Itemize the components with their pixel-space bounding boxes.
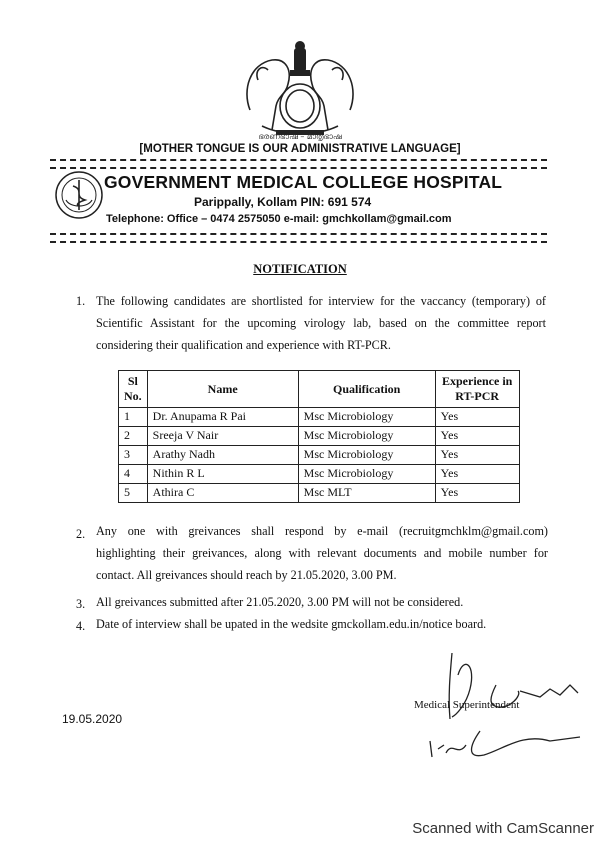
table-cell: 5	[119, 484, 148, 503]
table-cell: Msc Microbiology	[298, 446, 435, 465]
table-cell: Dr. Anupama R Pai	[147, 408, 298, 427]
table-cell: Yes	[435, 408, 519, 427]
administrative-language-malayalam: ഭരണഭാഷ – മാതൃഭാഷ	[258, 132, 342, 141]
scanner-watermark: Scanned with CamScanner	[412, 820, 594, 837]
column-header: Qualification	[298, 371, 435, 408]
column-header: Name	[147, 371, 298, 408]
column-header: Sl No.	[119, 371, 148, 408]
item-number: 1.	[76, 294, 86, 308]
kerala-emblem-icon	[232, 40, 368, 140]
administrative-language-english: [MOTHER TONGUE IS OUR ADMINISTRATIVE LANGUAGE]	[139, 143, 461, 155]
table-row	[119, 446, 520, 465]
table-cell: Arathy Nadh	[147, 446, 298, 465]
table-cell: Msc MLT	[298, 484, 435, 503]
table-row	[119, 408, 520, 427]
table-cell: Yes	[435, 446, 519, 465]
table-cell: Msc Microbiology	[298, 465, 435, 484]
table-cell: Athira C	[147, 484, 298, 503]
item-number: 2.	[76, 527, 86, 541]
table-cell: 3	[119, 446, 148, 465]
notification-item-text: All greivances submitted after 21.05.2020, 3.00 PM will not be considered.	[96, 595, 464, 609]
table-cell: Yes	[435, 484, 519, 503]
signatory-title: Medical Superintendent	[414, 699, 520, 711]
table-cell: Sreeja V Nair	[147, 427, 298, 446]
item-number: 3.	[76, 597, 86, 611]
issue-date: 19.05.2020	[62, 712, 123, 726]
table-cell: Msc Microbiology	[298, 408, 435, 427]
institution-name: GOVERNMENT MEDICAL COLLEGE HOSPITAL	[104, 172, 503, 192]
institution-contact: Telephone: Office – 0474 2575050 e-mail: gmchkollam@gmail.com	[106, 213, 452, 225]
table-cell: Yes	[435, 427, 519, 446]
notification-item-text: Any one with greivances shall respond by e-mail (recruitgmchklm@gmail.com) highlighting their greivances, along with relevant documents and mobile number for contact. All greivances should reach by 21.05.2020, 3.00 PM.	[96, 524, 548, 582]
table-cell: 1	[119, 408, 148, 427]
table-cell: Nithin R L	[147, 465, 298, 484]
college-logo-icon	[54, 170, 104, 220]
table-cell: 2	[119, 427, 148, 446]
column-header: Experience in RT-PCR	[435, 371, 519, 408]
table-row	[119, 465, 520, 484]
notification-item-text: Date of interview shall be upated in the wedsite gmckollam.edu.in/notice board.	[96, 617, 487, 631]
table-row	[119, 484, 520, 503]
notification-item-text: The following candidates are shortlisted for interview for the vaccancy (temporary) of Scientific Assistant for the upcoming virology lab, based on the committee report considering their qualification and experience with RT-PCR.	[96, 294, 546, 352]
header-top-divider	[50, 159, 547, 169]
item-number: 4.	[76, 619, 86, 633]
table-cell: Msc Microbiology	[298, 427, 435, 446]
header-bottom-divider	[50, 233, 547, 243]
table-row	[119, 427, 520, 446]
shortlist-table	[118, 370, 520, 503]
notification-title: NOTIFICATION	[253, 262, 347, 276]
table-cell: Yes	[435, 465, 519, 484]
institution-address: Parippally, Kollam PIN: 691 574	[194, 195, 372, 209]
table-header-row	[119, 371, 520, 408]
table-cell: 4	[119, 465, 148, 484]
